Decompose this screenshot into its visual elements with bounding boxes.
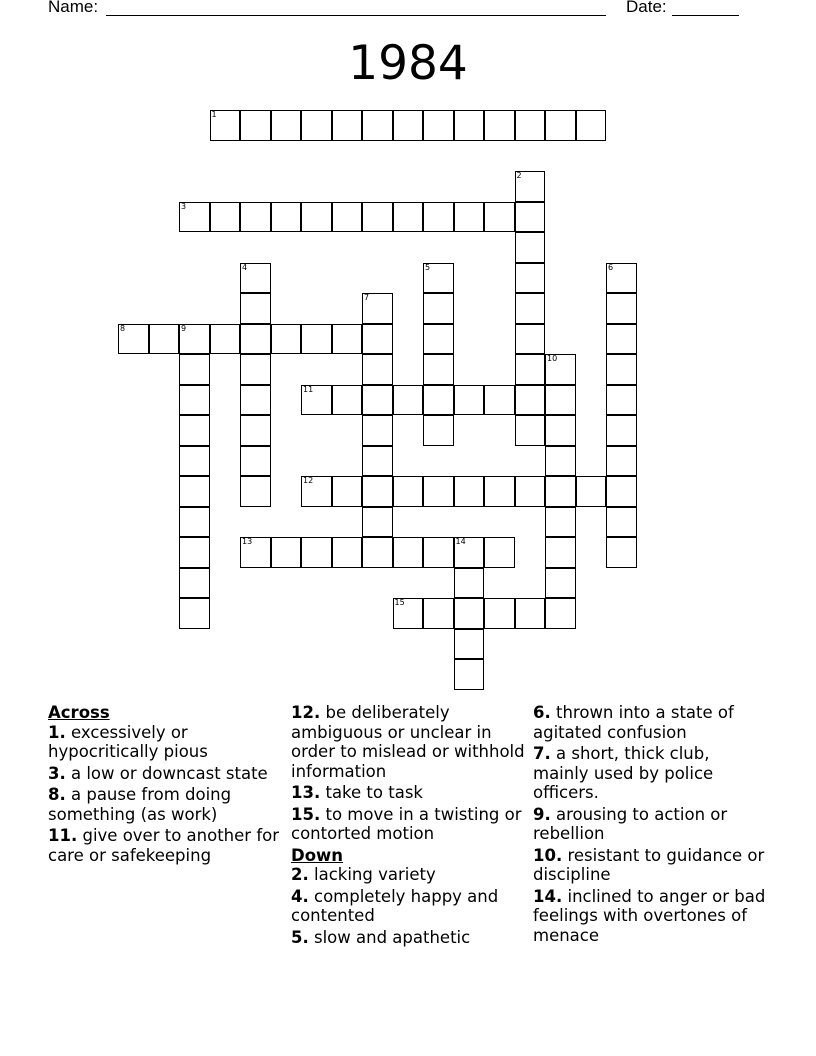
grid-cell[interactable] xyxy=(210,202,241,233)
grid-cell[interactable] xyxy=(423,263,454,294)
grid-cell[interactable] xyxy=(240,537,271,568)
clue-heading: Down xyxy=(291,845,344,865)
clue-across-13 xyxy=(291,783,527,803)
grid-cell[interactable] xyxy=(393,202,424,233)
clue-number-label: 11. xyxy=(48,826,78,845)
grid-cell[interactable] xyxy=(454,568,485,599)
grid-cell[interactable] xyxy=(393,537,424,568)
grid-cell[interactable] xyxy=(454,598,485,629)
grid-cell[interactable] xyxy=(484,110,515,141)
clue-down-5 xyxy=(291,928,527,948)
clue-number-label: 8. xyxy=(48,785,66,804)
grid-cell[interactable] xyxy=(606,415,637,446)
clue-heading: Across xyxy=(48,703,110,722)
grid-cell[interactable] xyxy=(423,476,454,507)
grid-cell[interactable] xyxy=(362,354,393,385)
grid-cell[interactable] xyxy=(606,446,637,477)
grid-cell[interactable] xyxy=(362,415,393,446)
grid-cell[interactable] xyxy=(179,507,210,538)
grid-cell[interactable] xyxy=(545,568,576,599)
grid-cell[interactable] xyxy=(515,171,546,202)
grid-cell[interactable] xyxy=(454,385,485,416)
grid-cell[interactable] xyxy=(484,202,515,233)
grid-cell[interactable] xyxy=(362,324,393,355)
grid-cell[interactable] xyxy=(271,110,302,141)
grid-cell[interactable] xyxy=(362,537,393,568)
clue-text: to move in a twisting or contorted motion xyxy=(291,804,522,843)
grid-cell[interactable] xyxy=(393,476,424,507)
clue-number-label: 5. xyxy=(291,927,309,947)
grid-cell[interactable] xyxy=(606,537,637,568)
grid-cell[interactable] xyxy=(301,324,332,355)
grid-cell[interactable] xyxy=(332,385,363,416)
grid-cell[interactable] xyxy=(423,415,454,446)
clue-text: lacking variety xyxy=(308,865,436,884)
clue-text: a low or downcast state xyxy=(65,763,268,783)
clue-text: give over to another for care or safekeeping xyxy=(48,826,280,865)
grid-cell[interactable] xyxy=(484,385,515,416)
grid-cell[interactable] xyxy=(210,110,241,141)
grid-cell[interactable] xyxy=(545,446,576,477)
clue-number: 4 xyxy=(242,262,248,272)
clue-across-11 xyxy=(48,826,284,865)
clue-number: 3 xyxy=(181,201,187,211)
grid-cell[interactable] xyxy=(362,202,393,233)
grid-cell[interactable] xyxy=(576,476,607,507)
grid-cell[interactable] xyxy=(271,537,302,568)
clue-number: 10 xyxy=(547,354,558,363)
grid-cell[interactable] xyxy=(240,476,271,507)
grid-cell[interactable] xyxy=(179,354,210,385)
grid-cell[interactable] xyxy=(149,324,180,355)
grid-cell[interactable] xyxy=(362,507,393,538)
grid-cell[interactable] xyxy=(606,476,637,507)
grid-cell[interactable] xyxy=(423,110,454,141)
grid-cell[interactable] xyxy=(240,293,271,324)
clue-number: 9 xyxy=(181,323,187,333)
clue-text: take to task xyxy=(320,783,423,802)
clue-text: excessively or hypocritically pious xyxy=(48,722,208,761)
grid-cell[interactable] xyxy=(606,293,637,324)
grid-cell[interactable] xyxy=(179,415,210,446)
grid-cell[interactable] xyxy=(301,110,332,141)
grid-cell[interactable] xyxy=(271,324,302,355)
grid-cell[interactable] xyxy=(606,507,637,538)
grid-cell[interactable] xyxy=(240,446,271,477)
clue-down-14 xyxy=(533,887,769,946)
grid-cell[interactable] xyxy=(362,446,393,477)
grid-cell[interactable] xyxy=(240,110,271,141)
clue-across-1 xyxy=(48,723,284,762)
grid-cell[interactable] xyxy=(179,385,210,416)
grid-cell[interactable] xyxy=(515,385,546,416)
grid-cell[interactable] xyxy=(301,202,332,233)
grid-cell[interactable] xyxy=(179,598,210,629)
clue-text: slow and apathetic xyxy=(308,927,471,947)
grid-cell[interactable] xyxy=(484,537,515,568)
clue-number: 6 xyxy=(608,262,614,272)
clue-number-label: 12. xyxy=(291,703,321,722)
clue-across-3 xyxy=(48,764,284,784)
grid-cell[interactable] xyxy=(362,293,393,324)
grid-cell[interactable] xyxy=(423,385,454,416)
grid-cell[interactable] xyxy=(240,263,271,294)
grid-cell[interactable] xyxy=(332,476,363,507)
grid-cell[interactable] xyxy=(515,476,546,507)
grid-cell[interactable] xyxy=(515,324,546,355)
puzzle-title: 1984 xyxy=(348,36,468,91)
grid-cell[interactable] xyxy=(484,598,515,629)
clue-number-label: 9. xyxy=(533,804,551,824)
clue-number-label: 1. xyxy=(48,722,66,742)
clue-number: 12 xyxy=(303,476,314,485)
clue-across-8 xyxy=(48,785,284,824)
grid-cell[interactable] xyxy=(545,385,576,416)
grid-cell[interactable] xyxy=(545,476,576,507)
clue-number: 15 xyxy=(394,598,405,607)
grid-cell[interactable] xyxy=(240,415,271,446)
clue-number: 2 xyxy=(516,171,522,180)
clue-text: completely happy and contented xyxy=(291,886,499,925)
clue-down-2 xyxy=(291,865,527,885)
grid-cell[interactable] xyxy=(332,537,363,568)
grid-cell[interactable] xyxy=(393,385,424,416)
clue-text: inclined to anger or bad feelings with overtones of menace xyxy=(533,886,766,945)
grid-cell[interactable] xyxy=(423,293,454,324)
clue-number: 8 xyxy=(120,323,126,333)
grid-cell[interactable] xyxy=(179,324,210,355)
grid-cell[interactable] xyxy=(179,202,210,233)
clue-number-label: 13. xyxy=(291,783,321,802)
grid-cell[interactable] xyxy=(515,354,546,385)
clue-number-label: 15. xyxy=(291,804,321,824)
grid-cell[interactable] xyxy=(240,324,271,355)
grid-cell[interactable] xyxy=(240,354,271,385)
clue-down-10 xyxy=(533,846,769,885)
grid-cell[interactable] xyxy=(545,354,576,385)
grid-cell[interactable] xyxy=(515,263,546,294)
grid-cell[interactable] xyxy=(515,293,546,324)
grid-cell[interactable] xyxy=(515,598,546,629)
clue-down-4 xyxy=(291,887,527,926)
grid-cell[interactable] xyxy=(362,385,393,416)
name-label: Name: xyxy=(48,0,99,16)
clue-text: a short, thick club, mainly used by police officers. xyxy=(533,744,714,802)
grid-cell[interactable] xyxy=(423,354,454,385)
clue-number: 13 xyxy=(242,537,253,546)
grid-cell[interactable] xyxy=(484,476,515,507)
clue-number-label: 14. xyxy=(533,886,563,906)
grid-cell[interactable] xyxy=(301,537,332,568)
grid-cell[interactable] xyxy=(545,415,576,446)
grid-cell[interactable] xyxy=(606,354,637,385)
clue-number-label: 10. xyxy=(533,845,563,865)
clue-number: 7 xyxy=(364,293,370,302)
clue-number-label: 2. xyxy=(291,865,309,884)
grid-cell[interactable] xyxy=(210,324,241,355)
grid-cell[interactable] xyxy=(393,598,424,629)
grid-cell[interactable] xyxy=(362,110,393,141)
clue-number: 1 xyxy=(211,110,217,119)
clue-text: thrown into a state of agitated confusion xyxy=(533,703,734,742)
clue-across-12 xyxy=(291,703,527,781)
date-label: Date: xyxy=(626,0,667,16)
grid-cell[interactable] xyxy=(576,110,607,141)
grid-cell[interactable] xyxy=(454,202,485,233)
grid-cell[interactable] xyxy=(606,324,637,355)
clue-text: arousing to action or rebellion xyxy=(533,804,728,843)
grid-cell[interactable] xyxy=(423,598,454,629)
grid-cell[interactable] xyxy=(271,202,302,233)
grid-cell[interactable] xyxy=(240,202,271,233)
grid-cell[interactable] xyxy=(454,659,485,690)
grid-cell[interactable] xyxy=(454,476,485,507)
clue-text: resistant to guidance or discipline xyxy=(533,845,765,884)
clue-text: be deliberately ambiguous or unclear in order to mislead or withhold information xyxy=(291,703,525,781)
clues-column-3 xyxy=(533,703,769,947)
grid-cell[interactable] xyxy=(423,324,454,355)
grid-cell[interactable] xyxy=(179,537,210,568)
grid-cell[interactable] xyxy=(454,537,485,568)
grid-cell[interactable] xyxy=(301,385,332,416)
grid-cell[interactable] xyxy=(362,476,393,507)
clue-number-label: 7. xyxy=(533,744,551,763)
clue-down-6 xyxy=(533,703,769,742)
clue-down-9 xyxy=(533,805,769,844)
grid-cell[interactable] xyxy=(423,537,454,568)
grid-cell[interactable] xyxy=(606,385,637,416)
clue-number: 11 xyxy=(303,384,314,394)
grid-cell[interactable] xyxy=(515,415,546,446)
clue-number: 14 xyxy=(455,537,466,546)
grid-cell[interactable] xyxy=(545,537,576,568)
clue-number-label: 3. xyxy=(48,763,66,783)
grid-cell[interactable] xyxy=(545,110,576,141)
grid-cell[interactable] xyxy=(515,110,546,141)
clue-down-7 xyxy=(533,744,769,803)
clues-column-1 xyxy=(48,703,284,867)
grid-cell[interactable] xyxy=(240,385,271,416)
clue-number: 5 xyxy=(425,262,431,272)
grid-cell[interactable] xyxy=(515,202,546,233)
clue-across-15 xyxy=(291,805,527,844)
grid-cell[interactable] xyxy=(301,476,332,507)
grid-cell[interactable] xyxy=(606,263,637,294)
clue-number-label: 6. xyxy=(533,703,551,722)
grid-cell[interactable] xyxy=(179,476,210,507)
grid-cell[interactable] xyxy=(179,568,210,599)
grid-cell[interactable] xyxy=(545,507,576,538)
grid-cell[interactable] xyxy=(393,110,424,141)
grid-cell[interactable] xyxy=(332,202,363,233)
clue-number-label: 4. xyxy=(291,886,309,906)
grid-cell[interactable] xyxy=(515,232,546,263)
grid-cell[interactable] xyxy=(118,324,149,355)
grid-cell[interactable] xyxy=(454,110,485,141)
grid-cell[interactable] xyxy=(332,324,363,355)
grid-cell[interactable] xyxy=(179,446,210,477)
grid-cell[interactable] xyxy=(332,110,363,141)
clues-column-2 xyxy=(291,703,527,949)
clue-text: a pause from doing something (as work) xyxy=(48,785,232,824)
grid-cell[interactable] xyxy=(545,598,576,629)
grid-cell[interactable] xyxy=(423,202,454,233)
grid-cell[interactable] xyxy=(454,629,485,660)
